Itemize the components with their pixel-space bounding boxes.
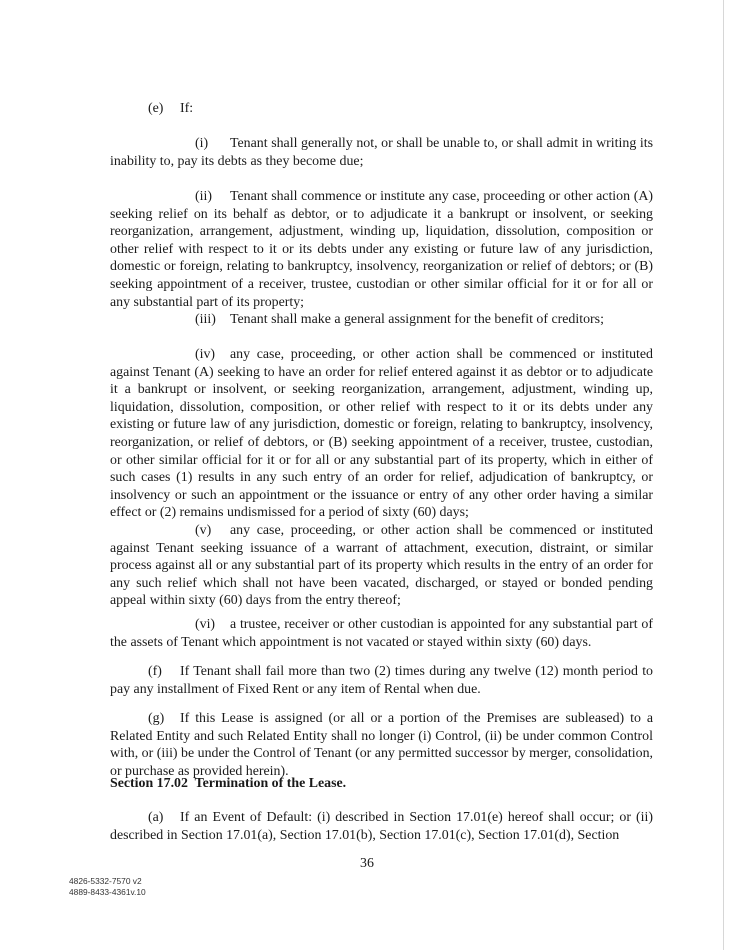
item-i: (i) Tenant shall generally not, or shall be unable to, or shall admit in writing its inability to, pay its debts as they become due; <box>110 136 653 169</box>
document-ids <box>69 876 146 898</box>
page-number: 36 <box>360 856 374 871</box>
item-iii: (iii) Tenant shall make a general assignment for the benefit of creditors; <box>195 312 604 327</box>
item-ii: (ii) Tenant shall commence or institute any case, proceeding or other action (A) seeking relief on its behalf as debtor, or to adjudicate it a bankrupt or insolvent, or seeking reorganization, arrangement, adjustment, winding up, liquidation, dissolution, composition or other relief with respect to it or its debts under any existing or future law of any jurisdiction, domestic or foreign, relating to bankruptcy, insolvency, reorganization or relief of debtors; or (B) seeking appointment of a receiver, trustee, custodian or other similar official for it or for all or any substantial part of its property; <box>110 189 653 310</box>
item-v: (v) any case, proceeding, or other action shall be commenced or instituted against Tenant seeking issuance of a warrant of attachment, execution, distraint, or similar process against all or any substantial part of its property which results in the entry of an order for any such relief which shall not have been vacated, discharged, or stayed or bonded pending appeal within sixty (60) days from the entry thereof; <box>110 523 653 609</box>
para-a: (a) If an Event of Default: (i) described in Section 17.01(e) hereof shall occur; or (ii) described in Section 17.01(a), Section 17.01(b), Section 17.01(c), Section 17.01(d), Section <box>110 810 653 843</box>
item-iv: (iv) any case, proceeding, or other action shall be commenced or instituted against Tenant (A) seeking to have an order for relief entered against it as debtor or to adjudicate it a bankrupt or insolvent, or seeking reorganization, arrangement, adjustment, winding up, liquidation, dissolution, composition, or other relief with respect to it or its debts under any existing or future law of any jurisdiction, domestic or foreign, relating to bankruptcy, insolvency, reorganization, or relief of debtors, or (B) seeking appointment of a receiver, trustee, custodian, or other similar official for it or for all or any substantial part of its property, which in either of such cases (1) results in any such entry of an order for relief, adjudication of bankruptcy, or insolvency or such an appointment or the issuance or entry of any other order having a similar effect or (2) remains undismissed for a period of sixty (60) days; <box>110 347 653 521</box>
para-f: (f) If Tenant shall fail more than two (2) times during any twelve (12) month period to pay any installment of Fixed Rent or any item of Rental when due. <box>110 664 653 697</box>
para-e: (e) If: <box>148 101 194 116</box>
para-g: (g) If this Lease is assigned (or all or a portion of the Premises are subleased) to a Related Entity and such Related Entity shall no longer (i) Control, (ii) be under common Control with, or (iii) be under the Control of Tenant (or any permitted successor by merger, consolidation, or purchase as provided herein). <box>110 711 653 779</box>
item-vi: (vi) a trustee, receiver or other custodian is appointed for any substantial part of the assets of Tenant which appointment is not vacated or stayed within sixty (60) days. <box>110 617 653 650</box>
doc-id: 4826-5332-7570 v2 <box>69 876 142 886</box>
doc-id: 4889-8433-4361v.10 <box>69 887 146 897</box>
section-heading: Section 17.02 Termination of the Lease. <box>110 776 347 791</box>
